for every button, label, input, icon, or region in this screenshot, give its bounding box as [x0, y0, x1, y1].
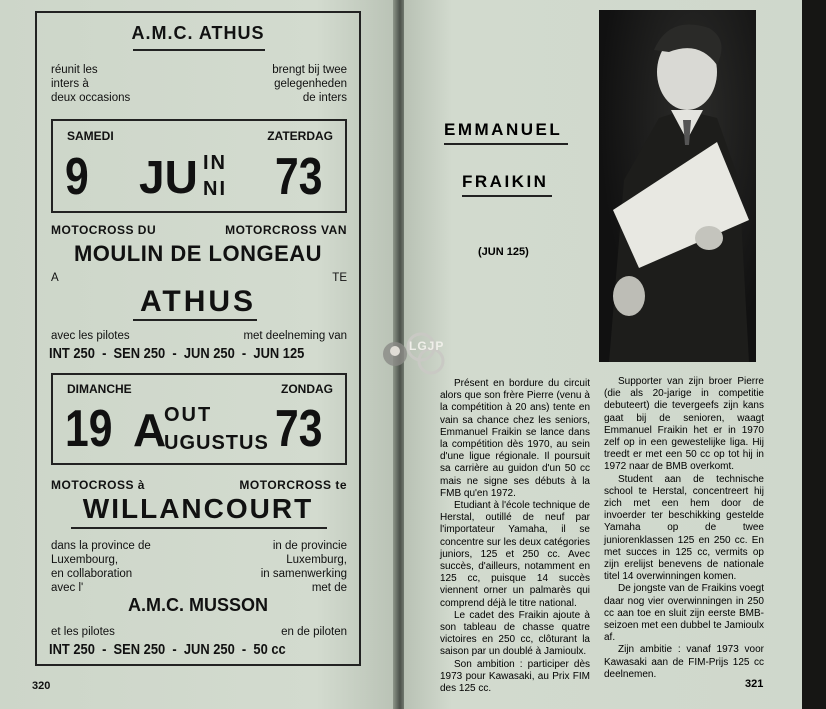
- event1-heading-fr: MOTOCROSS DU: [51, 223, 157, 237]
- intro-fr: réunit les inters à deux occasions: [51, 64, 131, 104]
- watermark-text: LGJP: [409, 339, 445, 353]
- left-page: [0, 0, 396, 709]
- event1-town: ATHUS: [139, 285, 257, 318]
- pilots-nl: met deelneming van: [243, 330, 347, 342]
- event2-town: WILLANCOURT: [82, 493, 314, 524]
- town-underline: [133, 319, 257, 321]
- province-fr: dans la province de Luxembourg, en collaboration avec l': [51, 540, 151, 594]
- year-number: 73: [275, 400, 323, 458]
- page-number-left: 320: [32, 680, 51, 692]
- province-nl: in de provincie Luxemburg, in samenwerking met de: [260, 540, 347, 594]
- event2-heading-nl: MOTORCROSS te: [239, 478, 347, 492]
- month-nl-suffix: UGUSTUS: [164, 432, 269, 454]
- month-nl-suffix: NI: [203, 178, 227, 200]
- rider-first-name: EMMANUEL: [444, 120, 563, 139]
- event1-heading-nl: MOTORCROSS VAN: [225, 223, 347, 237]
- event2-heading-fr: MOTOCROSS à: [51, 478, 145, 492]
- rider-photo: [599, 10, 756, 362]
- year-number: 73: [275, 148, 323, 206]
- day-label-nl: ZATERDAG: [267, 129, 333, 143]
- event1-venue: MOULIN DE LONGEAU: [73, 241, 323, 266]
- prep-fr: A: [51, 272, 59, 284]
- day-label-fr: DIMANCHE: [67, 382, 132, 396]
- page-number-right: 321: [745, 678, 764, 690]
- event-poster: [35, 11, 361, 666]
- town2-underline: [71, 527, 327, 529]
- rider-last-name: FRAIKIN: [462, 172, 549, 191]
- title-underline: [133, 49, 265, 51]
- classes-june: INT 250 - SEN 250 - JUN 250 - JUN 125: [49, 345, 305, 362]
- date-box-june: [51, 119, 347, 213]
- month-fr-suffix: IN: [203, 152, 227, 174]
- article-fr: Présent en bordure du circuit alors que son frère Pierre (venu à la compétition à 20 ans) tente en vain sa chance chez les seniors, Emmanuel Fraikin se lance dans la compétition dès 1970, au sein d'une ligue régionale. Il poursuit sa carrière au guidon d'un 50 cc mais ne signe ses débuts à la FMB qu'en 1972. Etudiant à l'école technique de Herstal, outillé de neuf par l'importateur Yamaha, il se concentre sur les deux catégories juniors, 125 et 250 cc. Avec succès, d'ailleurs, notamment en 125 cc, puisque 14 succès viennent orner un palmarès qui comprend déjà le titre national. Le cadet des Fraikin ajoute à son tableau de chasse quatre victoires en 250 cc, clôturant la saison par un doublé à Jamioulx. Son ambition : participer dès 1973 pour Kawasaki, au Prix FIM des 125 cc.: [440, 378, 590, 695]
- intro-nl: brengt bij twee gelegenheden de inters: [272, 64, 347, 104]
- pilots2-nl: en de piloten: [281, 626, 347, 638]
- article-nl: Supporter van zijn broer Pierre (die als 20-jarige in competitie debuteert) die tevergeefs zijn kans gaat bij de senioren, waagt Emmanuel Fraikin het er in 1970 zelf op in een gewestelijke liga. Hij treedt er met een 50 cc op tot hij in 1972 naar de BMB overkomt. Student aan de technische school te Herstal, concentreert hij zich met een hem door de invoerder ter beschikking gestelde Yamaha op de twee juniorenklassen 125 en 250 cc. En met succes in 125 cc, vermits op zijn erelijst benevens de nationale titel 14 overwinningen komen. De jongste van de Fraikins voegt daar nog vier overwinningen in 250 cc aan toe en sluit zijn eerste BMB-seizoen met een dubbel te Jamioulx af. Zijn ambitie : vanaf 1973 voor Kawasaki aan de FIM-Prijs 125 cc deelnemen.: [604, 376, 764, 680]
- day-label-fr: SAMEDI: [67, 129, 114, 143]
- day-label-nl: ZONDAG: [281, 382, 333, 396]
- pilots2-fr: et les pilotes: [51, 626, 115, 638]
- rider-category: (JUN 125): [478, 246, 529, 258]
- classes-august: INT 250 - SEN 250 - JUN 250 - 50 cc: [49, 641, 286, 658]
- book-edge: [802, 0, 826, 709]
- first-name-underline: [444, 143, 568, 145]
- month-fr-suffix: OUT: [164, 404, 213, 426]
- last-name-underline: [462, 195, 552, 197]
- day-number: 9: [65, 148, 89, 206]
- prep-nl: TE: [332, 272, 347, 284]
- club-title: A.M.C. ATHUS: [131, 23, 265, 43]
- co-organizer: A.M.C. MUSSON: [127, 595, 268, 615]
- month-initial: A: [133, 404, 167, 456]
- pilots-fr: avec les pilotes: [51, 330, 130, 342]
- month-stem: JU: [139, 151, 198, 203]
- day-number: 19: [65, 400, 113, 458]
- collector-watermark: [381, 331, 445, 377]
- date-box-august: [51, 373, 347, 465]
